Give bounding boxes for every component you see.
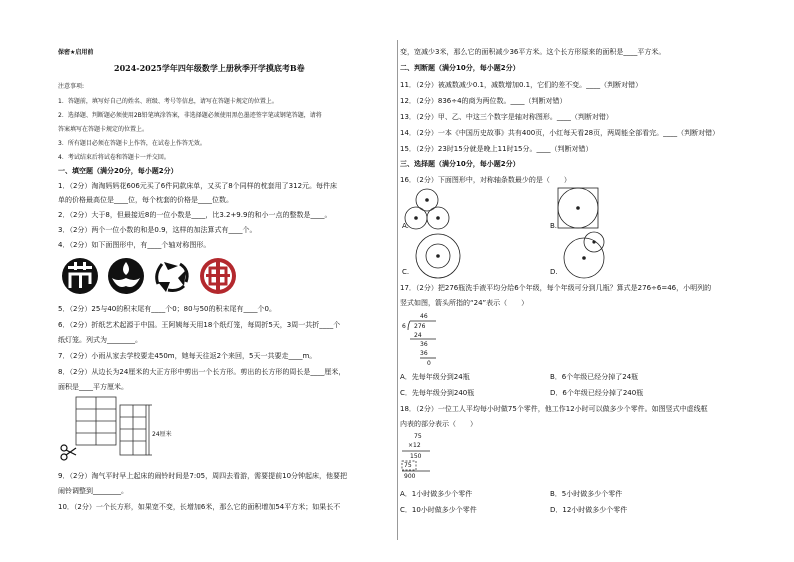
page-title: 2024-2025学年四年级数学上册秋季开学摸底考B卷 bbox=[114, 63, 305, 73]
left-column bbox=[58, 0, 393, 562]
q2: 2．（2分）大于8，但最接近8的一位小数是____，比3.2+9.9的和小一点的整数是____。 bbox=[58, 211, 332, 219]
q1-line1: 1．（2分）淘淘妈妈花606元买了6件同款床单，又买了8个同样的枕套用了312元。每件床 bbox=[58, 182, 338, 190]
q7: 7．（2分）小雨从家去学校要走450m，她每天往返2个来回，5天一共要走____m。 bbox=[58, 352, 317, 360]
q9-line1: 9．（2分）淘气平时早上起床的闹铃时间是7:05，周四去看游，需要提前10分钟起床，他要把 bbox=[58, 472, 348, 480]
q17-option-d: D．6个年级已经分掉了240瓶 bbox=[550, 389, 644, 397]
q12: 12．（2分）836÷4的商为两位数。____（判断对错） bbox=[400, 97, 567, 105]
note-5: 4．考试结束后将试卷和答题卡一并交回。 bbox=[58, 154, 170, 161]
q17-option-b: B．6个年级已经分掉了24瓶 bbox=[550, 373, 639, 381]
q17-long-division bbox=[400, 311, 460, 371]
product: 900 bbox=[404, 473, 416, 480]
option-b-figure bbox=[558, 188, 598, 228]
q16-figures bbox=[400, 186, 640, 280]
scissors-icon bbox=[61, 445, 76, 460]
q5: 5．（2分）25与40的积末尾有____个0；80与50的积末尾有____个0。 bbox=[58, 305, 276, 313]
logo-1-icon bbox=[62, 258, 98, 294]
q8-figure bbox=[58, 395, 198, 465]
q6-line2: 纸灯笼。列式为________。 bbox=[58, 336, 142, 344]
division-dividend: 276 bbox=[414, 323, 426, 330]
q18-line1: 18．（2分）一位工人平均每小时做75个零件，他工作12小时可以做多少个零件。如图竖式中虚线框 bbox=[400, 405, 708, 413]
q9-line2: 闹铃调整到________。 bbox=[58, 487, 128, 495]
division-step-2: 36 bbox=[420, 341, 428, 348]
q4-logos bbox=[60, 256, 260, 298]
division-quotient: 46 bbox=[420, 313, 428, 320]
option-d-label: D. bbox=[550, 268, 558, 276]
q18-option-a: A．1小时做多少个零件 bbox=[400, 490, 473, 498]
partial-product-2: 75 bbox=[404, 462, 412, 469]
section-3-heading: 三、选择题（满分10分，每小题2分） bbox=[400, 160, 520, 168]
q18-option-b: B．5小时做多少个零件 bbox=[550, 490, 623, 498]
option-c-figure bbox=[416, 234, 460, 278]
q8-line2: 面积是____平方厘米。 bbox=[58, 383, 128, 391]
q10-line1: 10．（2分）一个长方形，如果宽不变，长增加6米，那么它的面积增加54平方米；如果长不 bbox=[58, 503, 341, 511]
section-1-heading: 一、填空题（满分20分，每小题2分） bbox=[58, 167, 178, 175]
note-4: 3．所有题目必须在答题卡上作答，在试卷上作答无效。 bbox=[58, 140, 206, 147]
section-2-heading: 二、判断题（满分10分，每小题2分） bbox=[400, 64, 520, 72]
q18-line2: 内表的部分表示（ ） bbox=[400, 420, 477, 428]
division-remainder: 0 bbox=[427, 360, 431, 367]
q8-line1: 8．（2分）从边长为24厘米的大正方形中剪出一个长方形。剪出的长方形的周长是____厘米， bbox=[58, 368, 346, 376]
q18-option-c: C．10小时做多少个零件 bbox=[400, 506, 477, 514]
q18-option-d: D．12小时做多少个零件 bbox=[550, 506, 628, 514]
q18-multiplication bbox=[400, 432, 450, 482]
note-1: 1．答题前，填写好自己的姓名、班级、考号等信息，请写在答题卡规定的位置上。 bbox=[58, 98, 278, 105]
logo-2-icon bbox=[108, 258, 144, 294]
q4: 4．（2分）如下面图形中，有____个轴对称图形。 bbox=[58, 241, 211, 249]
division-divisor: 6 bbox=[402, 323, 406, 330]
note-3: 答案填写在答题卡规定的位置上。 bbox=[58, 126, 149, 133]
q15: 15．（2分）23时15分就是晚上11时15分。____（判断对错） bbox=[400, 145, 593, 153]
option-c-label: C. bbox=[402, 268, 410, 276]
notes-title: 注意事项: bbox=[58, 83, 85, 90]
multiplier: ×12 bbox=[408, 442, 421, 449]
option-a-figure bbox=[405, 189, 449, 229]
q1-line2: 单的价格最高位是____位，每个枕套的价格是____位数。 bbox=[58, 196, 233, 204]
secret-label: 保密★启用前 bbox=[58, 49, 94, 56]
logo-4-icon bbox=[200, 258, 236, 294]
q10-line2: 变，宽减少3米，那么它的面积减少36平方米。这个长方形原来的面积是____平方米。 bbox=[400, 48, 666, 56]
logo-3-icon bbox=[154, 258, 190, 294]
multiplicand: 75 bbox=[414, 433, 422, 440]
q8-side-label: 24厘米 bbox=[152, 431, 172, 438]
q16: 16．（2分）下面图形中，对称轴条数最少的是（ ） bbox=[400, 176, 571, 184]
q13: 13．（2分）甲、乙、中这三个数字是轴对称图形。____（判断对错） bbox=[400, 113, 613, 121]
q6-line1: 6．（2分）折纸艺术起源于中国。王阿姨每天用18个纸灯笼，每周折5天，3周一共折____个 bbox=[58, 321, 341, 329]
q17-option-c: C．先每年级分到240瓶 bbox=[400, 389, 475, 397]
q3: 3．（2分）两个一位小数的和是0.9，这样的加法算式有____个。 bbox=[58, 226, 257, 234]
option-b-label: B. bbox=[550, 222, 558, 230]
q11: 11．（2分）被减数减少0.1，减数增加0.1，它们的差不变。____（判断对错） bbox=[400, 81, 643, 89]
q17-option-a: A．先每年级分到24瓶 bbox=[400, 373, 470, 381]
partial-product-1: 150 bbox=[410, 453, 422, 460]
option-a-label: A. bbox=[402, 222, 409, 230]
division-step-3: 36 bbox=[420, 350, 428, 357]
q14: 14．（2分）一本《中国历史故事》共有400页，小红每天看28页，两周能全部看完。____（判断对错） bbox=[400, 129, 720, 137]
q17-line1: 17．（2分）把276瓶洗手液平均分给6个年级，每个年级可分到几瓶？算式是276÷6=46，小明列的 bbox=[400, 284, 712, 292]
note-2: 2．选择题、判断题必须使用2B铅笔填涂答案，非选择题必须使用黑色墨迹签字笔或钢笔答题，请将 bbox=[58, 112, 322, 119]
right-column bbox=[400, 0, 740, 562]
q17-line2: 竖式如图，箭头所指的“24”表示（ ） bbox=[400, 299, 529, 307]
division-step-1: 24 bbox=[414, 332, 422, 339]
column-divider bbox=[397, 40, 398, 540]
option-d-figure bbox=[564, 232, 604, 278]
